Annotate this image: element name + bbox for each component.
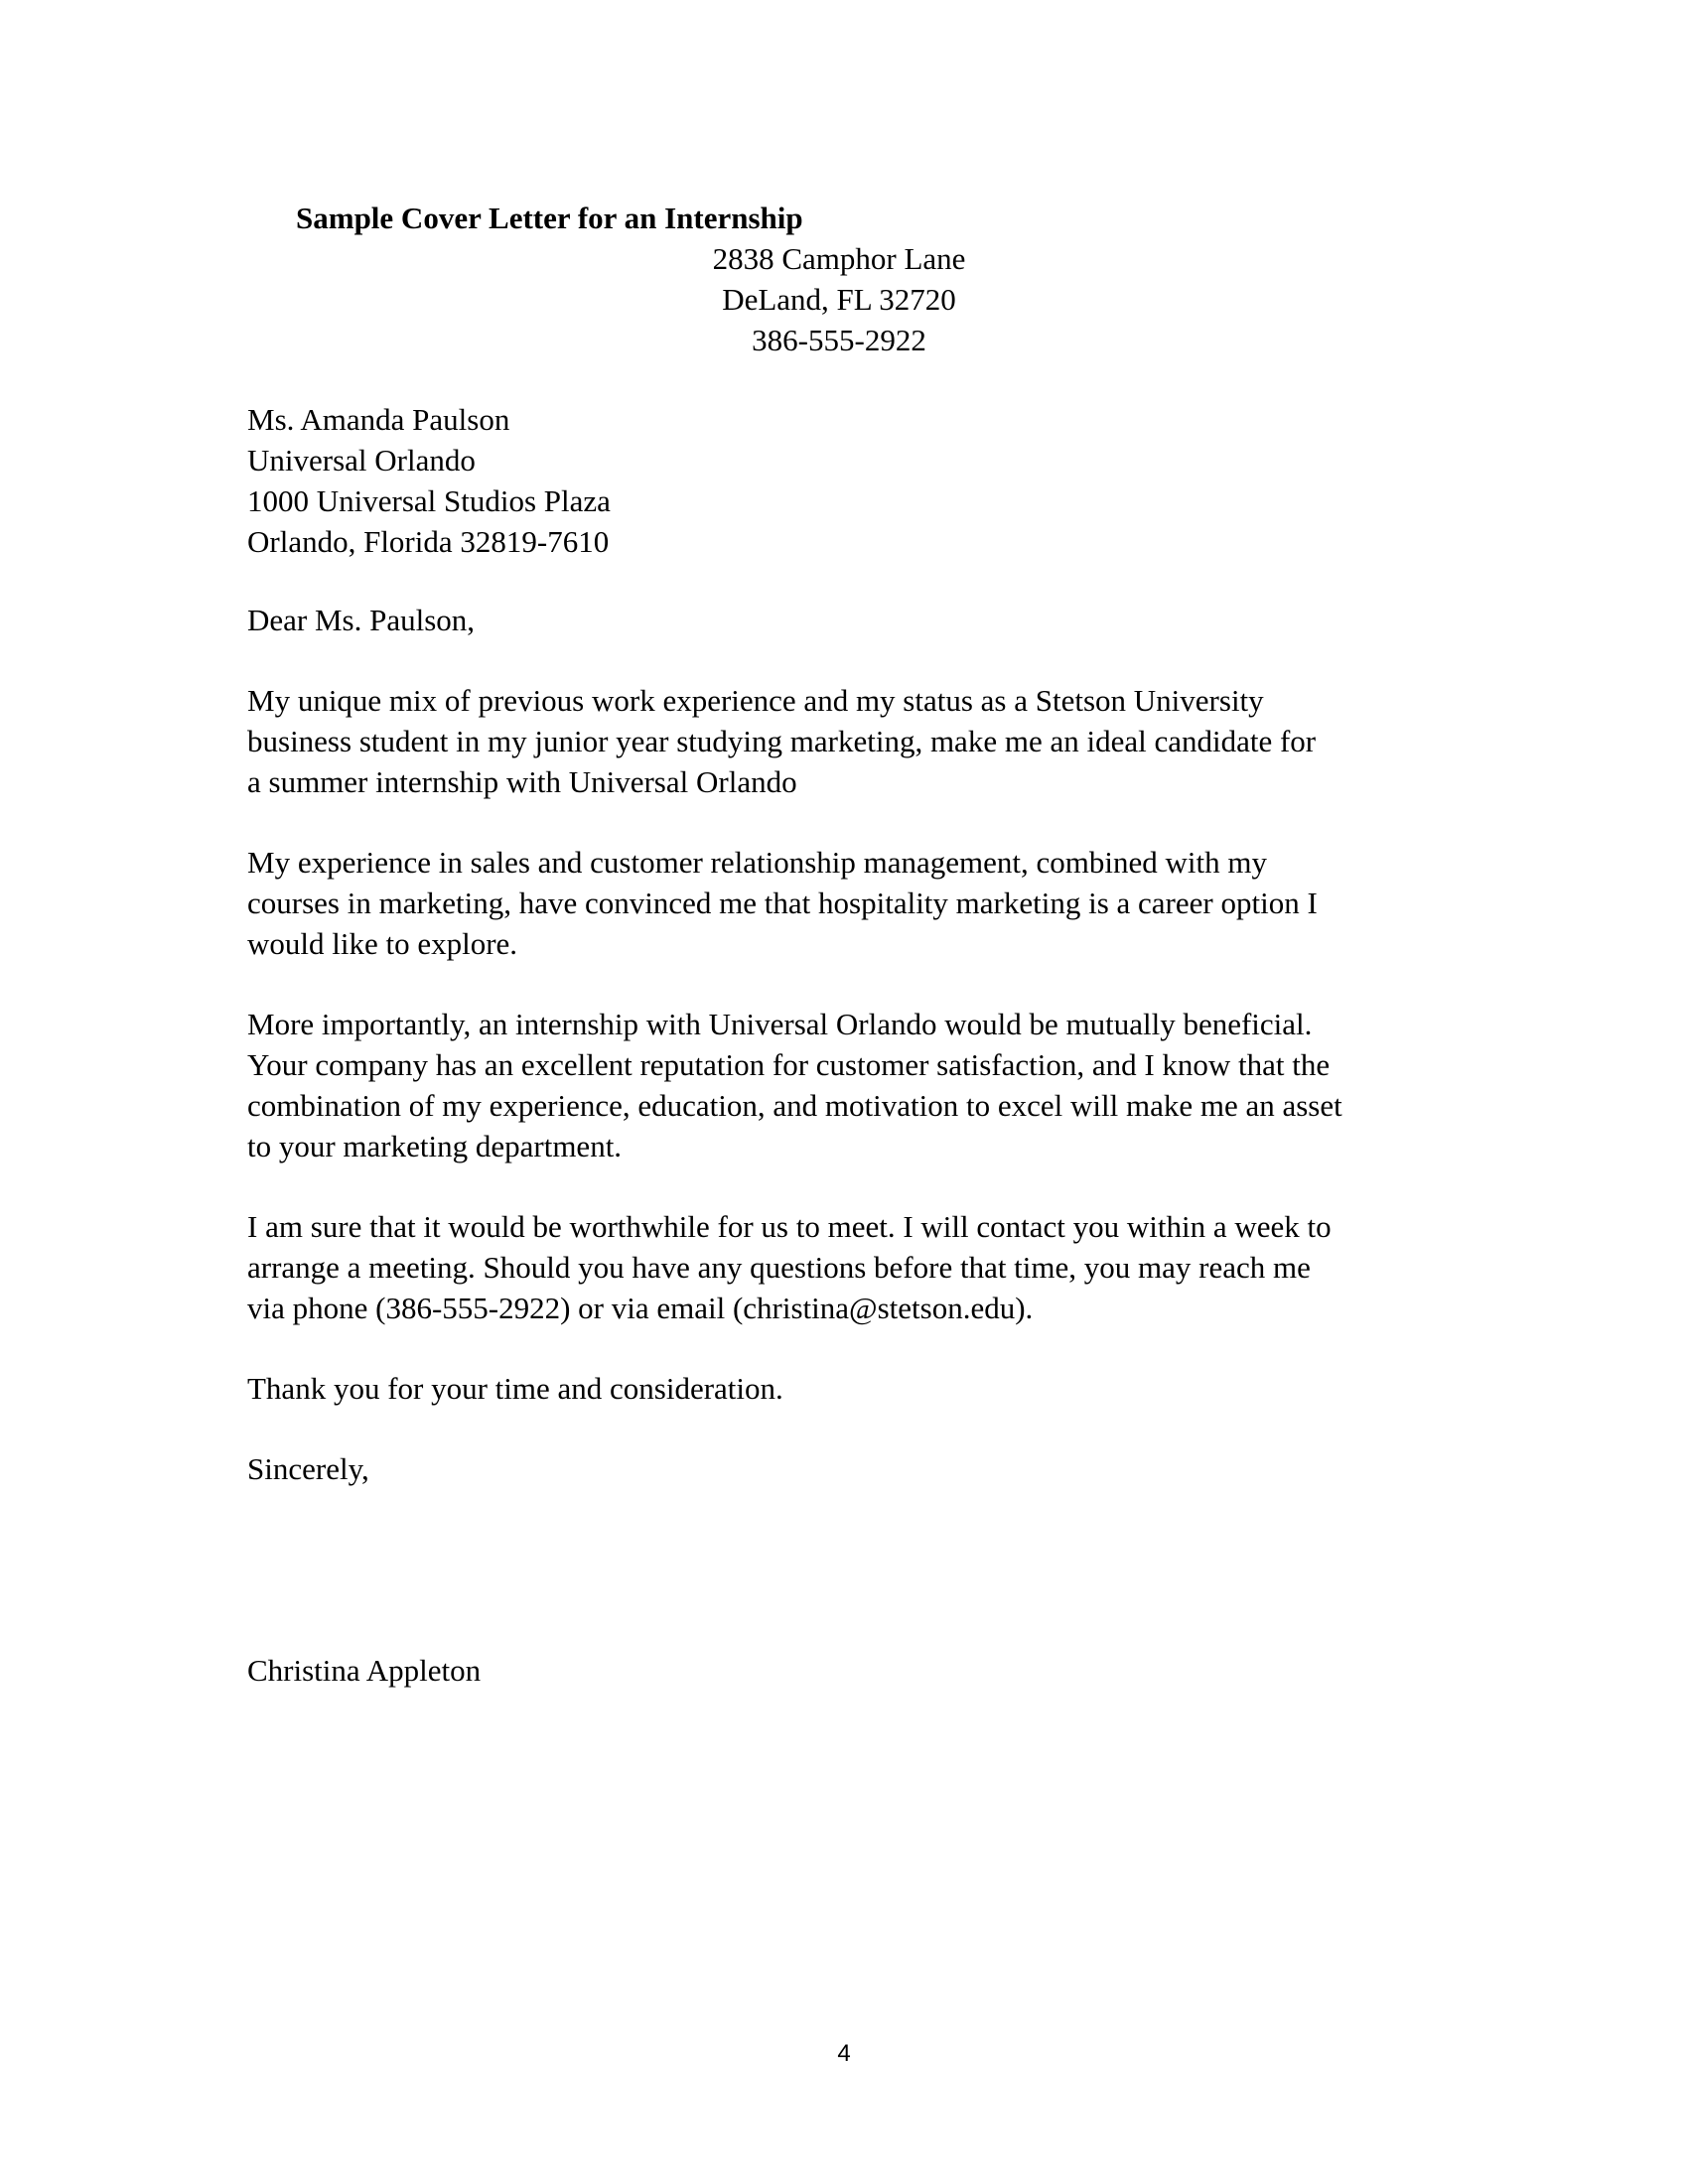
recipient-street: 1000 Universal Studios Plaza [247,483,611,518]
thanks-line: Thank you for your time and consideration. [247,1371,783,1406]
sender-address [695,238,983,360]
body-paragraph-3 [247,1004,1444,1166]
sender-city-state-zip: DeLand, FL 32720 [722,282,956,317]
paragraph-line: My experience in sales and customer relationship management, combined with my [247,845,1268,880]
paragraph-line: business student in my junior year studying marketing, make me an ideal candidate for [247,724,1317,758]
body-paragraph-4 [247,1206,1444,1328]
paragraph-line: a summer internship with Universal Orlando [247,764,797,799]
paragraph-line: would like to explore. [247,926,518,961]
recipient-address [247,399,611,562]
paragraph-line: More importantly, an internship with Universal Orlando would be mutually beneficial. [247,1007,1313,1041]
sender-street: 2838 Camphor Lane [712,241,966,276]
paragraph-line: combination of my experience, education, and motivation to excel will make me an asset [247,1088,1342,1123]
signature-name: Christina Appleton [247,1653,482,1688]
paragraph-line: courses in marketing, have convinced me that hospitality marketing is a career option I [247,886,1318,920]
salutation: Dear Ms. Paulson, [247,603,476,637]
body-paragraph-1 [247,680,1444,802]
paragraph-line: via phone (386-555-2922) or via email (christina@stetson.edu). [247,1291,1034,1325]
recipient-company: Universal Orlando [247,443,476,478]
paragraph-line: My unique mix of previous work experience and my status as a Stetson University [247,683,1264,718]
paragraph-line: Your company has an excellent reputation for customer satisfaction, and I know that the [247,1047,1331,1082]
recipient-name: Ms. Amanda Paulson [247,402,510,437]
document-title: Sample Cover Letter for an Internship [296,201,803,235]
closing: Sincerely, [247,1451,369,1486]
paragraph-line: I am sure that it would be worthwhile for us to meet. I will contact you within a week to [247,1209,1332,1244]
body-paragraph-2 [247,842,1444,964]
page-number: 4 [837,2040,851,2067]
paragraph-line: arrange a meeting. Should you have any questions before that time, you may reach me [247,1250,1311,1285]
recipient-city-state-zip: Orlando, Florida 32819-7610 [247,524,610,559]
sender-phone: 386-555-2922 [752,323,926,357]
paragraph-line: to your marketing department. [247,1129,623,1163]
